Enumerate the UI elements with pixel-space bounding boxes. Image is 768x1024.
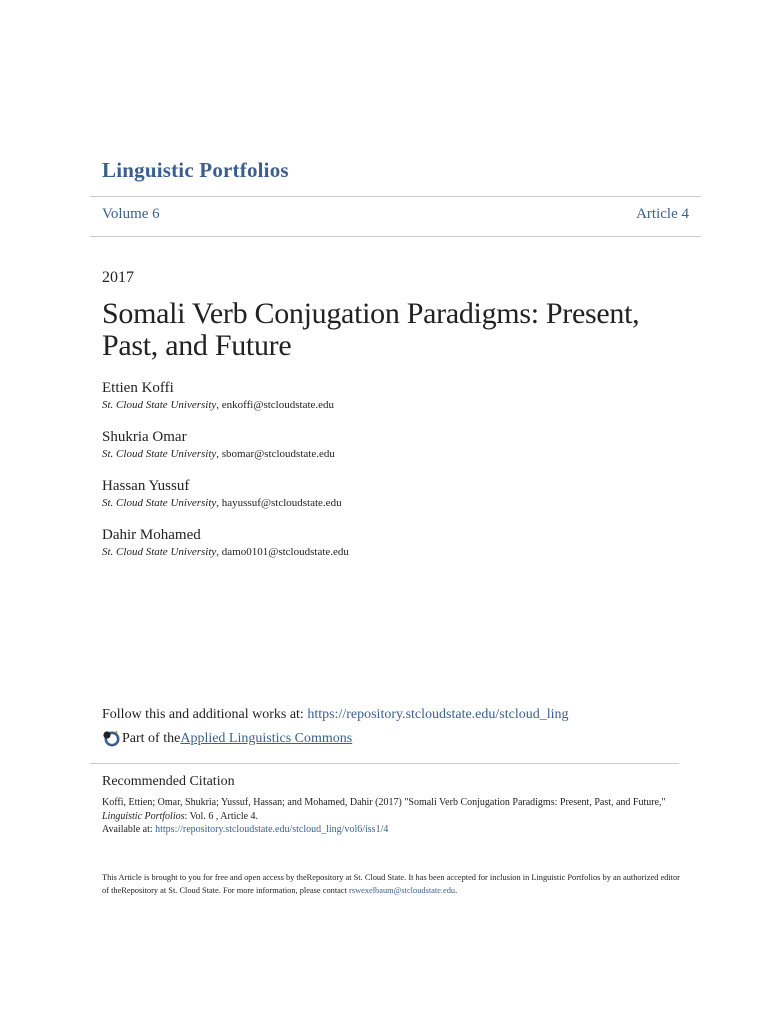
contact-email-link[interactable]: rswexelbaum@stcloudstate.edu [349, 886, 456, 895]
access-notice-text: This Article is brought to you for free and open access by theRepository at St. Cloud State. It has been accepted for inclusion in Linguistic Portfolios by an authorized editor of theRepository at St. Cloud State. For more information, please contact [102, 873, 680, 895]
author-name: Hassan Yussuf [102, 478, 190, 494]
author-affiliation [102, 545, 702, 559]
part-of-prefix: Part of the [122, 731, 181, 746]
author-entry [102, 525, 702, 559]
author-institution: St. Cloud State University [102, 497, 217, 509]
citation-volume: : Vol. 6 , Article 4. [184, 810, 259, 822]
header-divider-bottom [90, 236, 701, 237]
author-institution: St. Cloud State University [102, 399, 217, 411]
follow-line [102, 707, 569, 723]
citation-body [102, 796, 677, 837]
author-entry [102, 476, 702, 510]
author-name: Dahir Mohamed [102, 527, 201, 543]
header-divider-top [90, 196, 701, 197]
available-label: Available at: [102, 824, 156, 835]
author-entry [102, 427, 702, 461]
citation-text: Koffi, Ettien; Omar, Shukria; Yussuf, Hassan; and Mohamed, Dahir (2017) "Somali Verb Conjugation Paradigms: Present, Past, and Future," [102, 797, 666, 808]
follow-prefix: Follow this and additional works at: [102, 707, 308, 722]
commons-logo-icon [102, 730, 120, 748]
author-email: , sbomar@stcloudstate.edu [216, 448, 335, 460]
author-entry [102, 378, 702, 412]
article-title: Somali Verb Conjugation Paradigms: Present, Past, and Future [102, 297, 640, 362]
citation-journal: Linguistic Portfolios [102, 810, 185, 822]
volume-link[interactable]: Volume 6 [102, 206, 160, 222]
journal-title[interactable]: Linguistic Portfolios [102, 158, 289, 182]
author-email: , hayussuf@stcloudstate.edu [216, 497, 342, 509]
author-institution: St. Cloud State University [102, 546, 217, 558]
publication-year: 2017 [102, 269, 134, 286]
access-notice [102, 871, 682, 897]
citation-divider [90, 763, 679, 764]
applied-linguistics-commons-link[interactable]: Applied Linguistics Commons [180, 731, 353, 746]
citation-heading: Recommended Citation [102, 774, 235, 789]
author-email: , damo0101@stcloudstate.edu [216, 546, 349, 558]
author-list [102, 378, 702, 574]
author-name: Shukria Omar [102, 429, 187, 445]
author-affiliation [102, 398, 702, 412]
author-affiliation [102, 496, 702, 510]
part-of-line [102, 730, 352, 748]
author-name: Ettien Koffi [102, 380, 174, 396]
author-affiliation [102, 447, 702, 461]
author-email: , enkoffi@stcloudstate.edu [216, 399, 335, 411]
author-institution: St. Cloud State University [102, 448, 217, 460]
citation-url-link[interactable]: https://repository.stcloudstate.edu/stcloud_ling/vol6/iss1/4 [155, 824, 389, 835]
article-link[interactable]: Article 4 [636, 206, 689, 222]
access-notice-end: . [455, 886, 458, 895]
repository-link[interactable]: https://repository.stcloudstate.edu/stcloud_ling [307, 707, 569, 722]
